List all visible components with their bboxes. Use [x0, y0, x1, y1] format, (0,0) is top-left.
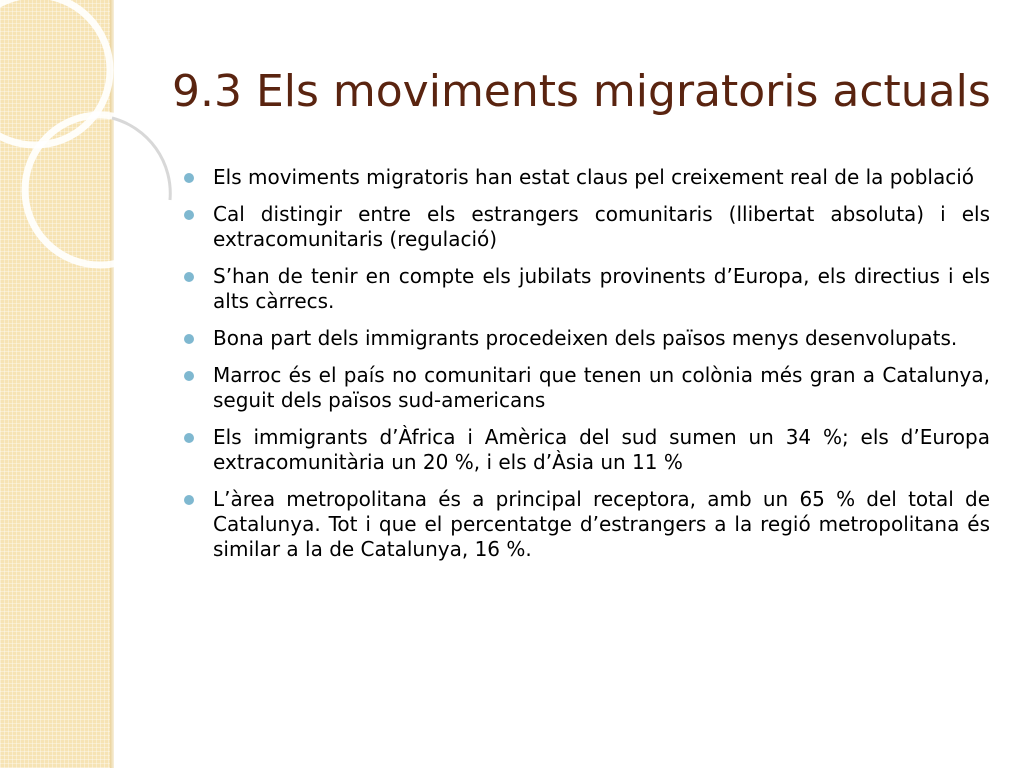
bullet-text: Bona part dels immigrants procedeixen dels països menys desenvolupats. — [213, 326, 958, 350]
bullet-list — [182, 165, 990, 574]
decorative-circle-bottom — [25, 115, 175, 265]
bullet-icon — [184, 173, 194, 183]
bullet-icon — [184, 371, 194, 381]
slide-title: 9.3 Els moviments migratoris actuals — [172, 66, 991, 117]
bullet-text: L’àrea metropolitana és a principal receptora, amb un 65 % del total de Catalunya. Tot i que el percentatge d’estrangers a la regió metropolitana és similar a la de Catalunya, 16 %. — [213, 487, 990, 561]
bullet-item — [182, 425, 990, 475]
bullet-icon — [184, 272, 194, 282]
bullet-text: Cal distingir entre els estrangers comunitaris (llibertat absoluta) i els extracomunitaris (regulació) — [213, 202, 990, 251]
decorative-circles — [0, 0, 180, 330]
bullet-text: Els immigrants d’Àfrica i Amèrica del sud sumen un 34 %; els d’Europa extracomunitària un 20 %, i els d’Àsia un 11 % — [213, 425, 990, 474]
bullet-text: S’han de tenir en compte els jubilats provinents d’Europa, els directius i els alts càrrecs. — [213, 264, 990, 313]
decorative-circle-top — [0, 0, 110, 145]
bullet-text: Els moviments migratoris han estat claus pel creixement real de la població — [213, 165, 975, 189]
bullet-icon — [184, 495, 194, 505]
bullet-item — [182, 363, 990, 413]
bullet-item — [182, 326, 990, 351]
bullet-item — [182, 487, 990, 562]
bullet-icon — [184, 210, 194, 220]
bullet-icon — [184, 433, 194, 443]
bullet-icon — [184, 334, 194, 344]
bullet-item — [182, 264, 990, 314]
bullet-item — [182, 165, 990, 190]
bullet-item — [182, 202, 990, 252]
bullet-text: Marroc és el país no comunitari que tenen un colònia més gran a Catalunya, seguit dels països sud-americans — [213, 363, 990, 412]
